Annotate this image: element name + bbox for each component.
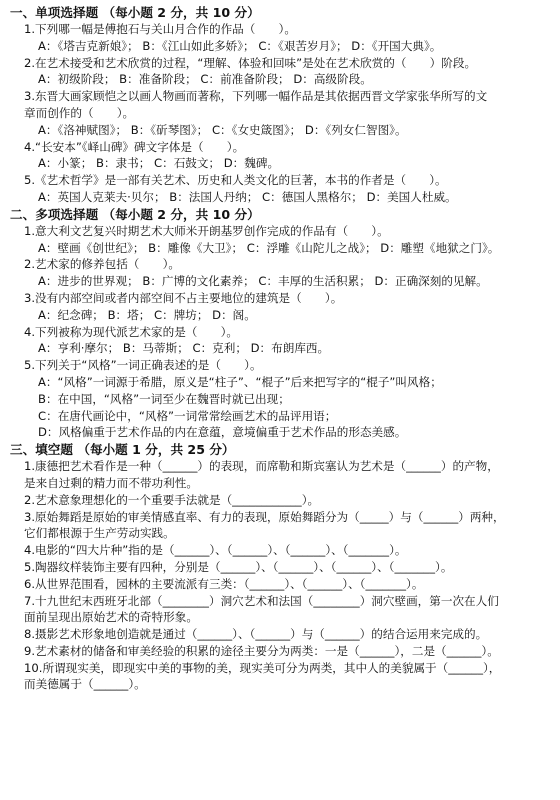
question-text: 3.原始舞蹈是原始的审美情感直率、有力的表现，原始舞蹈分为（_____）与（______）两种，	[24, 509, 505, 524]
section-title: 二、多项选择题 （每小题 2 分，共 10 分）	[10, 206, 260, 222]
question-text: 8.摄影艺术形象地创造就是通过（______）、（______）与（______）的结合运用来完成的。	[24, 627, 488, 642]
question-text: 2.艺术家的修养包括（ ）。	[24, 257, 180, 272]
question-text: 5.下列关于“风格”一词正确表述的是（ ）。	[24, 358, 262, 373]
question-text: 章而创作的（ ）。	[24, 105, 135, 120]
answer-options: A：壁画《创世纪》； B：雕像《大卫》； C：浮雕《山陀儿之战》； D：雕塑《地狱之门》。	[38, 240, 500, 255]
answer-options: A：“风格”一词源于希腊，原义是“柱子”、“棍子”后来把写字的“棍子”叫风格；	[38, 374, 442, 389]
question-text: 5.《艺术哲学》是一部有关艺术、历史和人类文化的巨著，本书的作者是（ ）。	[24, 173, 447, 188]
question-item	[24, 542, 552, 559]
answer-options: D：风格偏重于艺术作品的内在意蕴，意境偏重于艺术作品的形态美感。	[38, 425, 407, 440]
answer-options: A：《洛神赋图》； B：《斫琴图》； C：《女史箴图》； D：《列女仁智图》。	[38, 122, 407, 137]
question-text: 而美德属于（______）。	[24, 677, 146, 692]
question-text: 1.康德把艺术看作是一种（______）的表现，而席勒和斯宾塞认为艺术是（______）的产物，	[24, 459, 499, 474]
question-item	[24, 660, 552, 694]
question-text: 4.“长安本”《峄山碑》碑文字体是（ ）。	[24, 139, 245, 154]
question-item	[24, 223, 552, 257]
question-item	[24, 559, 552, 576]
question-text: 它们都根源于生产劳动实践。	[24, 526, 175, 541]
question-item	[24, 139, 552, 173]
question-text: 1.下列哪一幅是傅抱石与关山月合作的作品（ ）。	[24, 22, 296, 36]
question-item	[24, 324, 552, 358]
question-text: 2.在艺术接受和艺术欣赏的过程，“理解、体验和回味”是处在艺术欣赏的（ ）阶段。	[24, 55, 477, 70]
section-2	[10, 206, 552, 441]
question-text: 面前呈现出原始艺术的奇特形象。	[24, 610, 198, 625]
answer-options: A：纪念碑； B：塔； C：牌坊； D：阁。	[38, 307, 256, 322]
question-text: 4.下列被称为现代派艺术家的是（ ）。	[24, 324, 238, 339]
question-text: 4.电影的“四大片种”指的是（______）、（______）、（______）、（_______）。	[24, 543, 407, 558]
question-text: 1.意大利文艺复兴时期艺术大师米开朗基罗创作完成的作品有（ ）。	[24, 223, 389, 238]
question-item	[24, 172, 552, 206]
question-item	[24, 256, 552, 290]
question-item	[24, 55, 552, 89]
answer-options: A：《塔吉克新娘》； B：《江山如此多娇》； C：《艰苦岁月》； D：《开国大典》。	[38, 38, 442, 53]
answer-options: A：进步的世界观； B：广博的文化素养； C：丰厚的生活积累； D：正确深刻的见解。	[38, 274, 488, 289]
section-3	[10, 441, 552, 693]
section-title: 一、单项选择题 （每小题 2 分，共 10 分）	[10, 5, 260, 20]
question-text: 是来自过剩的精力而不带功利性。	[24, 475, 198, 490]
question-text: 3.没有内部空间或者内部空间不占主要地位的建筑是（ ）。	[24, 290, 343, 305]
question-text: 10.所谓现实美，即现实中美的事物的美，现实美可分为两类，其中人的美貌属于（______），	[24, 660, 501, 675]
question-item	[24, 626, 552, 643]
question-text: 5.陶器纹样装饰主要有四种，分别是（______）、（______）、（______）、（_______）。	[24, 559, 453, 574]
answer-options: A：初级阶段； B：准备阶段； C：前准备阶段； D：高级阶段。	[38, 72, 372, 87]
answer-options: A：小篆； B：隶书； C：石鼓文； D：魏碑。	[38, 156, 280, 171]
question-text: 6.从世界范围看，园林的主要流派有三类：（______）、（______）、（_______）。	[24, 576, 424, 591]
question-item	[24, 509, 552, 543]
question-item	[24, 643, 552, 660]
question-text: 3.东晋大画家顾恺之以画人物画而著称，下列哪一幅作品是其依据西晋文学家张华所写的文	[24, 89, 488, 104]
question-item	[24, 21, 552, 55]
question-item	[24, 357, 552, 441]
question-item	[24, 290, 552, 324]
question-text: 2.艺术意象理想化的一个重要手法就是（____________）。	[24, 492, 320, 507]
question-item	[24, 88, 552, 138]
answer-options: A：亨利·摩尔； B：马蒂斯； C：克利； D：布朗库西。	[38, 341, 330, 356]
question-item	[24, 593, 552, 627]
question-item	[24, 492, 552, 509]
question-text: 9.艺术素材的储备和审美经验的积累的途径主要分为两类：一是（______），二是（______）。	[24, 643, 499, 658]
question-text: 7.十九世纪末西班牙北部（________）洞穴艺术和法国（________）洞穴壁画，第一次在人们	[24, 593, 499, 608]
answer-options: A：英国人克莱夫·贝尔； B：法国人丹纳； C：德国人黑格尔； D：美国人杜威。	[38, 189, 457, 204]
answer-options: C：在唐代画论中，“风格”一词常常绘画艺术的品评用语；	[38, 408, 337, 423]
section-1	[10, 4, 552, 206]
section-title: 三、填空题 （每小题 1 分，共 25 分）	[10, 442, 235, 458]
answer-options: B：在中国，“风格”一词至少在魏晋时就已出现；	[38, 391, 290, 406]
question-item	[24, 458, 552, 492]
question-item	[24, 576, 552, 593]
